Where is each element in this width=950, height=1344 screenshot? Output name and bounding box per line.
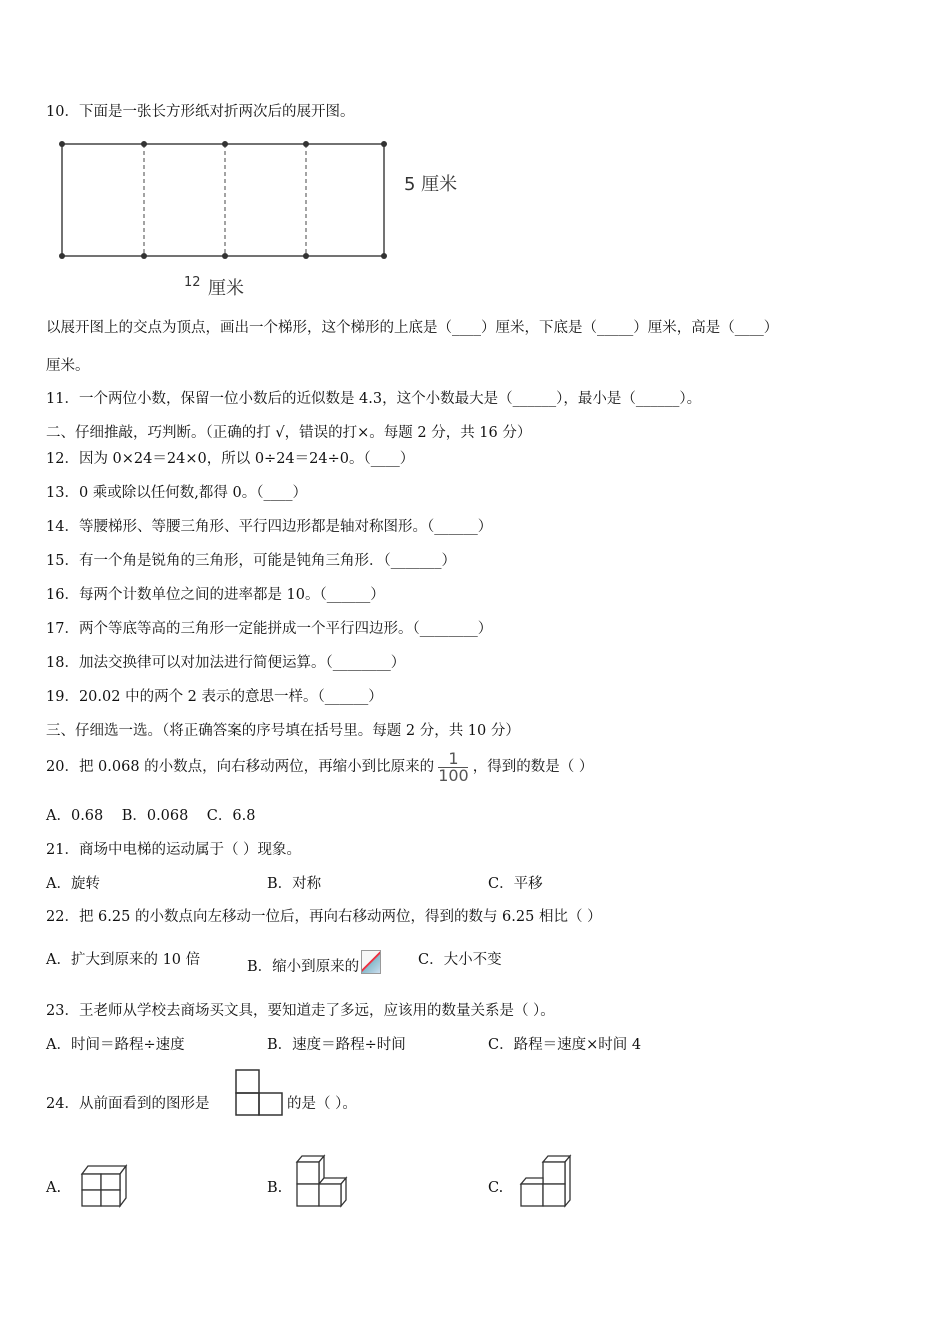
section2-heading: 二、仔细推敲，巧判断。（正确的打 √，错误的打×。每题 2 分，共 16 分）	[46, 425, 532, 441]
fraction-numerator: 1	[448, 748, 459, 768]
q24-option-c: C.	[488, 1180, 504, 1196]
section3-heading: 三、仔细选一选。（将正确答案的序号填在括号里。每题 2 分，共 10 分）	[46, 723, 520, 739]
cube-stack-b	[294, 1154, 350, 1210]
broken-image-icon	[361, 950, 381, 974]
q24-stem-b: 的是（ ）。	[287, 1096, 357, 1112]
q10-ask-line2: 厘米。	[46, 358, 90, 374]
q20-stem	[46, 745, 593, 789]
q22-option-c: C．大小不变	[418, 952, 502, 968]
q22-stem: 22．把 6.25 的小数点向左移动一位后，再向右移动两位，得到的数与 6.25 相比（ ）	[46, 909, 602, 925]
unfolded-paper-diagram	[50, 134, 470, 304]
judge-item: 12．因为 0×24＝24×0，所以 0÷24＝24÷0。（____）	[46, 451, 415, 467]
width-label-unit: 厘米	[208, 278, 244, 299]
q23-option-a: A．时间＝路程÷速度	[46, 1037, 185, 1053]
height-label: 5 厘米	[404, 174, 458, 195]
judge-item: 18．加法交换律可以对加法进行简便运算。（________）	[46, 655, 406, 671]
paper-outline	[62, 144, 384, 256]
judge-item: 13．0 乘或除以任何数,都得 0。（____）	[46, 485, 307, 501]
cube-stack-c	[518, 1154, 574, 1210]
q20-options: A．0.68 B．0.068 C．6.8	[46, 808, 256, 824]
q11-stem: 11．一个两位小数，保留一位小数后的近似数是 4.3，这个小数最大是（______），最小是（______）。	[46, 391, 702, 407]
q23-option-b: B．速度＝路程÷时间	[267, 1037, 406, 1053]
q24-option-b: B.	[267, 1180, 283, 1196]
q23-stem: 23．王老师从学校去商场买文具，要知道走了多远，应该用的数量关系是（ ）。	[46, 1003, 555, 1019]
q10-ask-line1: 以展开图上的交点为顶点，画出一个梯形，这个梯形的上底是（____）厘米，下底是（_____）厘米，高是（____）	[46, 320, 779, 336]
q23-option-c: C．路程＝速度×时间 4	[488, 1037, 642, 1053]
q21-option-a: A．旋转	[46, 876, 100, 892]
intersection-points	[59, 141, 387, 259]
q20-stem-a: 20．把 0.068 的小数点，向右移动两位，再缩小到比原来的	[46, 759, 435, 775]
q10-stem: 10．下面是一张长方形纸对折两次后的展开图。	[46, 104, 355, 120]
judge-item: 16．每两个计数单位之间的进率都是 10。（______）	[46, 587, 385, 603]
fraction-denominator: 100	[438, 765, 469, 785]
judge-item: 17．两个等底等高的三角形一定能拼成一个平行四边形。（________）	[46, 621, 493, 637]
q20-stem-b: ，得到的数是（ ）	[472, 759, 594, 775]
q24-stem-a: 24．从前面看到的图形是	[46, 1096, 210, 1112]
judge-item: 19．20.02 中的两个 2 表示的意思一样。（______）	[46, 689, 383, 705]
q22-option-b	[247, 950, 383, 977]
q21-option-b: B．对称	[267, 876, 322, 892]
q21-stem: 21．商场中电梯的运动属于（ ）现象。	[46, 842, 302, 858]
judge-item: 14．等腰梯形、等腰三角形、平行四边形都是轴对称图形。（______）	[46, 519, 493, 535]
q22-option-b-text: B．缩小到原来的	[247, 959, 360, 975]
width-label-num: 12	[184, 275, 201, 290]
front-view-figure	[234, 1068, 284, 1118]
q21-option-c: C．平移	[488, 876, 543, 892]
q22-option-a: A．扩大到原来的 10 倍	[46, 952, 201, 968]
judge-item: 15．有一个角是锐角的三角形，可能是钝角三角形．（_______）	[46, 553, 456, 569]
cube-stack-a	[76, 1164, 132, 1208]
fraction-one-hundredth	[438, 748, 469, 785]
q24-option-a: A.	[46, 1180, 62, 1196]
